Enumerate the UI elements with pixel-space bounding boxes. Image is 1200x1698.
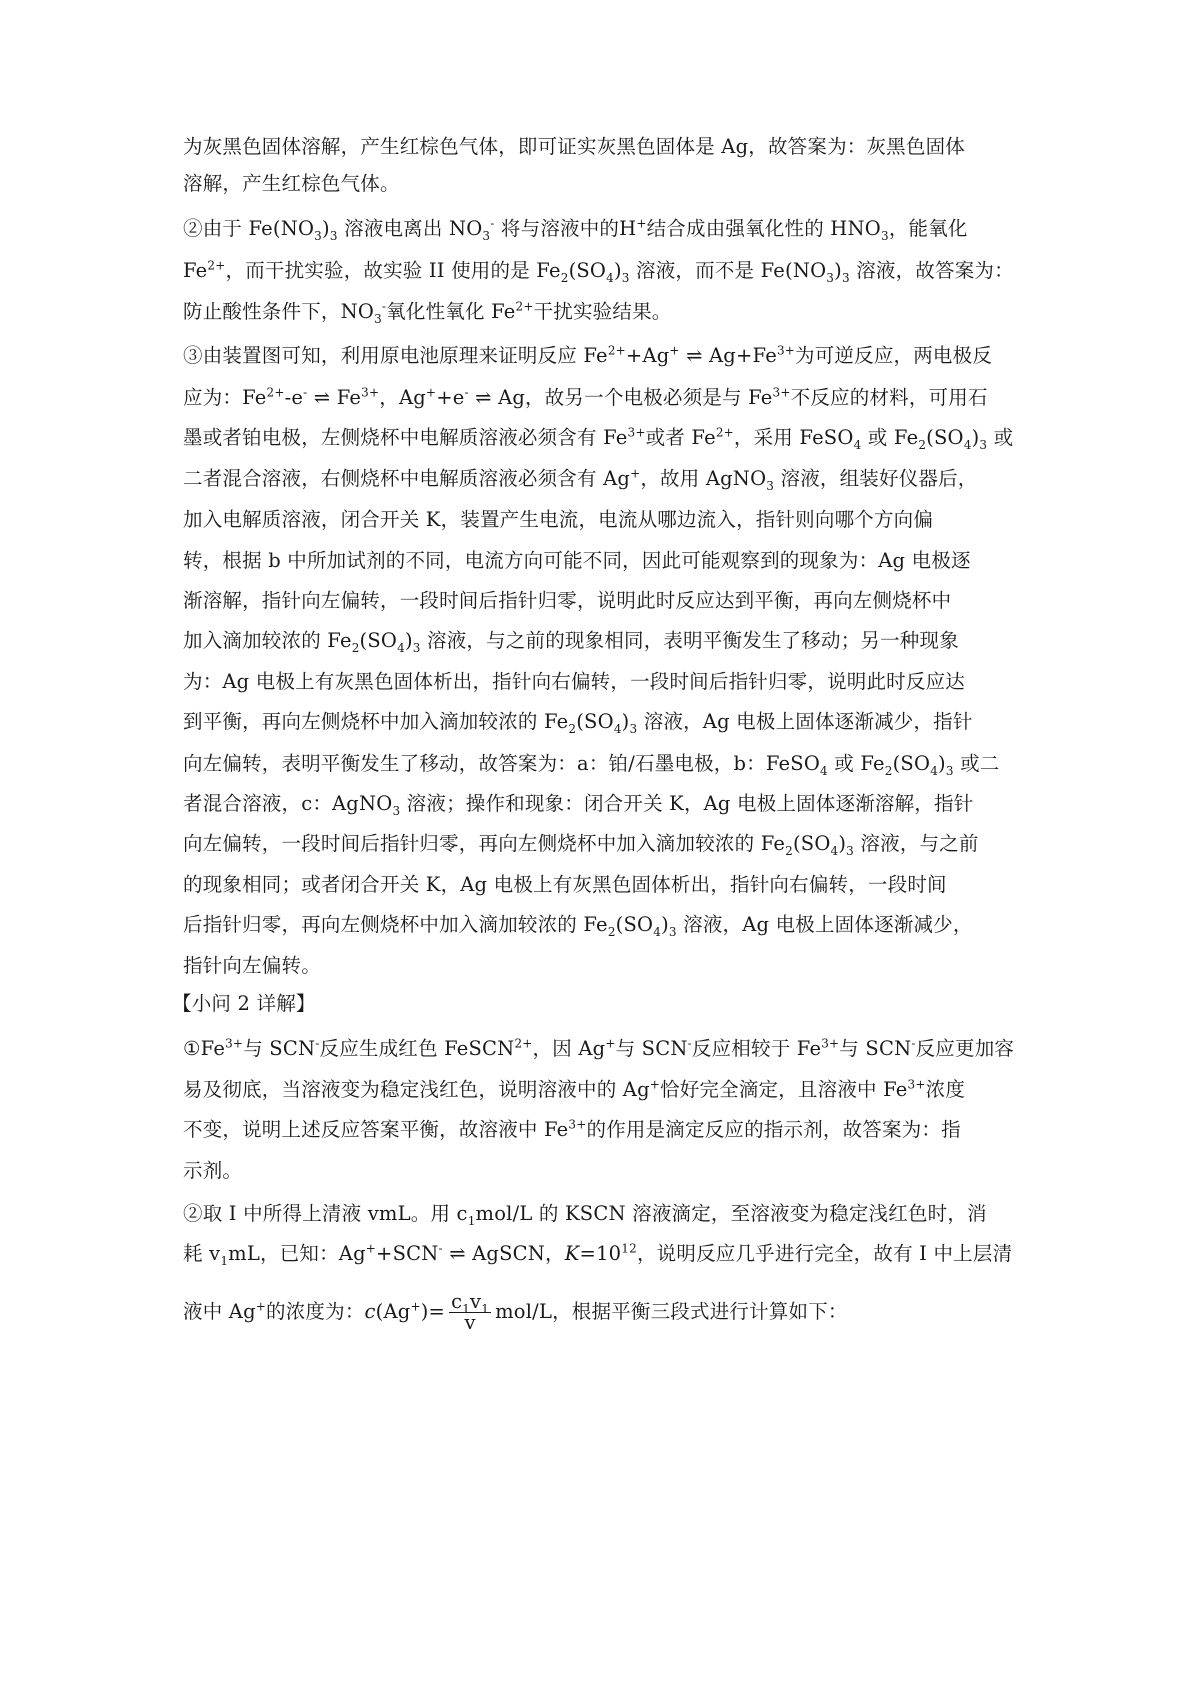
text-line: ②取 I 中所得上清液 vmL。用 $c_1mol/L$ 的 KSCN 溶液滴定，至溶液变为稳定浅红色时，消 <box>183 1202 987 1228</box>
text-line: 加入滴加较浓的 $Fe_2(SO_4)_3$ 溶液，与之前的现象相同，表明平衡发生了移动；另一种现象 <box>183 629 959 655</box>
text-line: 者混合溶液，c：AgNO$_3$ 溶液；操作和现象：闭合开关 K，Ag 电极上固体逐渐溶解，指针 <box>183 792 974 818</box>
text-line: 二者混合溶液，右侧烧杯中电解质溶液必须含有 Ag+，故用 AgNO$_3$ 溶液，组装好仪器后， <box>183 466 978 493</box>
text-line: 到平衡，再向左侧烧杯中加入滴加较浓的 $Fe_2(SO_4)_3$ 溶液，Ag 电极上固体逐渐减少，指针 <box>183 710 973 736</box>
text-line: 液中 Ag+的浓度为：c(Ag+)= $\frac{c_1v_1}{v}$ mol/L，根据平衡三段式进行计算如下： <box>183 1290 848 1334</box>
text-line: 为灰黑色固体溶解，产生红棕色气体，即可证实灰黑色固体是 Ag，故答案为：灰黑色固体 <box>183 135 965 158</box>
text-line: 墨或者铂电极，左侧烧杯中电解质溶液必须含有 $Fe^{3+}$或者 $Fe^{2+}$，采用 FeSO$_4$ 或 $Fe_2(SO_4)_3$ 或 <box>183 425 1014 452</box>
text-line: 易及彻底，当溶液变为稳定浅红色，说明溶液中的 Ag+恰好完全滴定，且溶液中 $Fe^{3+}$浓度 <box>183 1077 966 1101</box>
section-heading: 【小问 2 详解】 <box>172 992 316 1015</box>
text-line: ③由装置图可知，利用原电池原理来证明反应 $Fe^{2+}+Ag^+$ ⇌ $Ag+Fe^{3+}$为可逆反应，两电极反 <box>183 343 993 367</box>
text-line: 耗 $v_1mL$，已知：Ag++SCN- ⇌ AgSCN，$K=10^{12}$，说明反应几乎进行完全，故有 I 中上层清 <box>183 1241 1013 1268</box>
text-line: 后指针归零，再向左侧烧杯中加入滴加较浓的 $Fe_2(SO_4)_3$ 溶液，Ag 电极上固体逐渐减少， <box>183 913 973 939</box>
text-line: 加入电解质溶液，闭合开关 K，装置产生电流，电流从哪边流入，指针则向哪个方向偏 <box>183 508 934 531</box>
text-line: $①Fe^{3+}$与 SCN-反应生成红色 FeSCN$^{2+}$，因 Ag+与 SCN-反应相较于 $Fe^{3+}$与 SCN-反应更加容 <box>183 1036 1015 1060</box>
text-line: 向左偏转，表明平衡发生了移动，故答案为：a：铂/石墨电极，b：FeSO$_4$ 或 $Fe_2(SO_4)_3$ 或二 <box>183 752 1000 778</box>
text-line: 的现象相同；或者闭合开关 K，Ag 电极上有灰黑色固体析出，指针向右偏转，一段时间 <box>183 873 947 896</box>
text-line: 转，根据 b 中所加试剂的不同，电流方向可能不同，因此可能观察到的现象为：Ag 电极逐 <box>183 549 971 572</box>
text-line: 不变，说明上述反应答案平衡，故溶液中 $Fe^{3+}$的作用是滴定反应的指示剂，故答案为：指 <box>183 1117 961 1141</box>
text-line: ②由于 $Fe(NO_3)_3$ 溶液电离出 $NO_3^-$ 将与溶液中的H+结合成由强氧化性的 $HNO_3$，能氧化 <box>183 216 968 243</box>
text-line: 应为：$Fe^{2+}-e^-$ ⇌ $Fe^{3+}$，Ag++e- ⇌ Ag，故另一个电极必须是与 $Fe^{3+}$不反应的材料，可用石 <box>183 385 988 409</box>
text-line: 向左偏转，一段时间后指针归零，再向左侧烧杯中加入滴加较浓的 $Fe_2(SO_4)_3$ 溶液，与之前 <box>183 832 979 858</box>
text-line: $Fe^{2+}$，而干扰实验，故实验 II 使用的是 $Fe_2(SO_4)_3$ 溶液，而不是 $Fe(NO_3)_3$ 溶液，故答案为： <box>183 258 1014 285</box>
text-line: 渐溶解，指针向左偏转，一段时间后指针归零，说明此时反应达到平衡，再向左侧烧杯中 <box>183 589 952 612</box>
text-line: 示剂。 <box>183 1159 243 1182</box>
text-line: 溶解，产生红棕色气体。 <box>183 172 400 195</box>
text-line: 为：Ag 电极上有灰黑色固体析出，指针向右偏转，一段时间后指针归零，说明此时反应达 <box>183 670 965 693</box>
text-line: 指针向左偏转。 <box>183 954 321 977</box>
text-line: 防止酸性条件下，$NO_3^-$氧化性氧化 $Fe^{2+}$干扰实验结果。 <box>183 299 672 326</box>
